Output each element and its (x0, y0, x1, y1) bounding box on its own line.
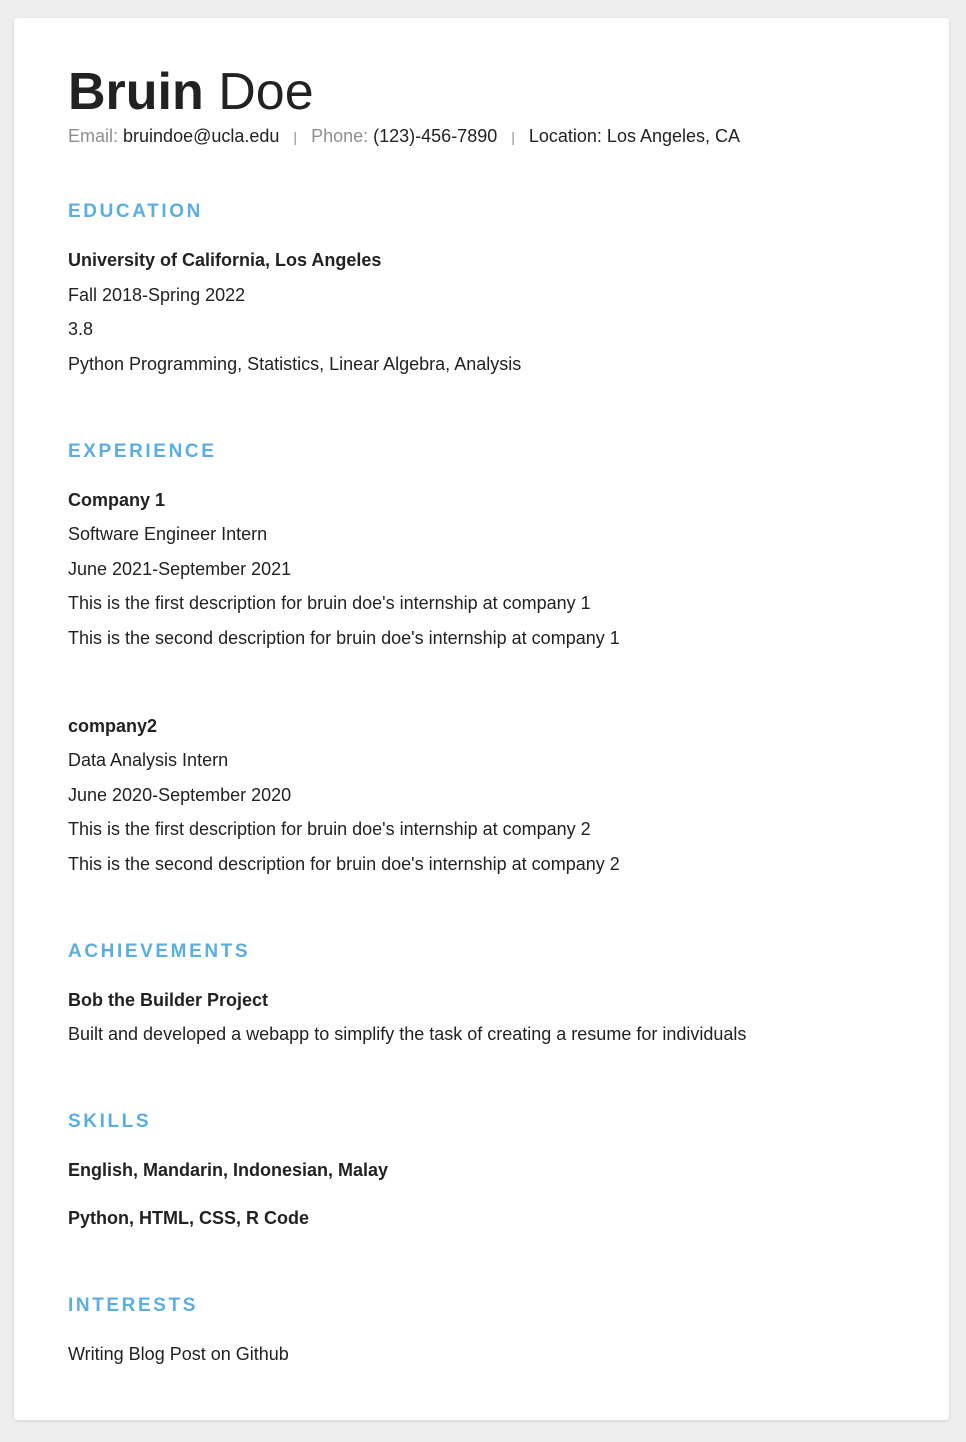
skill-languages: English, Mandarin, Indonesian, Malay (68, 1160, 389, 1180)
job-role: Data Analysis Intern (68, 750, 229, 770)
school-name: University of California, Los Angeles (68, 250, 382, 270)
phone-value: (123)-456-7890 (373, 126, 498, 146)
company-name: Company 1 (68, 489, 166, 510)
contact-separator: | (511, 129, 515, 145)
email-label: Email: (68, 126, 119, 146)
first-name: Bruin (68, 63, 204, 121)
education-section (68, 200, 895, 376)
job-description: This is the first description for bruin doe's internship at company 1 (68, 593, 591, 613)
skills-section (68, 1110, 895, 1230)
education-dates: Fall 2018-Spring 2022 (68, 284, 246, 305)
job-description: This is the second description for bruin doe's internship at company 1 (68, 627, 620, 648)
job-description: This is the second description for bruin doe's internship at company 2 (68, 853, 620, 874)
interests-section (68, 1294, 895, 1366)
company-name: company2 (68, 715, 158, 736)
job-role: Software Engineer Intern (68, 524, 268, 544)
education-courses: Python Programming, Statistics, Linear Algebra, Analysis (68, 353, 522, 374)
skills-heading: SKILLS (68, 1111, 152, 1132)
interests-heading: INTERESTS (68, 1295, 199, 1316)
phone-label: Phone: (311, 126, 369, 146)
experience-heading: EXPERIENCE (68, 440, 217, 462)
last-name: Doe (218, 63, 314, 121)
education-heading: EDUCATION (68, 201, 203, 222)
education-gpa: 3.8 (68, 319, 94, 339)
job-dates: June 2021-September 2021 (68, 558, 292, 579)
contact-line (68, 124, 895, 149)
achievement-name: Bob the Builder Project (68, 989, 269, 1010)
achievement-description: Built and developed a webapp to simplify the task of creating a resume for individuals (68, 1024, 747, 1044)
resume-page (14, 18, 949, 1420)
experience-section (68, 440, 895, 876)
email-value: bruindoe@ucla.edu (123, 126, 280, 146)
job-dates: June 2020-September 2020 (68, 784, 292, 805)
achievements-section (68, 940, 895, 1047)
skill-technical: Python, HTML, CSS, R Code (68, 1208, 309, 1228)
experience-item (68, 488, 895, 650)
interest-item: Writing Blog Post on Github (68, 1344, 289, 1364)
experience-item (68, 714, 895, 876)
location-value: Location: Los Angeles, CA (528, 126, 741, 146)
job-description: This is the first description for bruin doe's internship at company 2 (68, 819, 591, 839)
resume-name (68, 62, 895, 122)
contact-separator: | (293, 129, 298, 145)
achievements-heading: ACHIEVEMENTS (68, 940, 251, 962)
